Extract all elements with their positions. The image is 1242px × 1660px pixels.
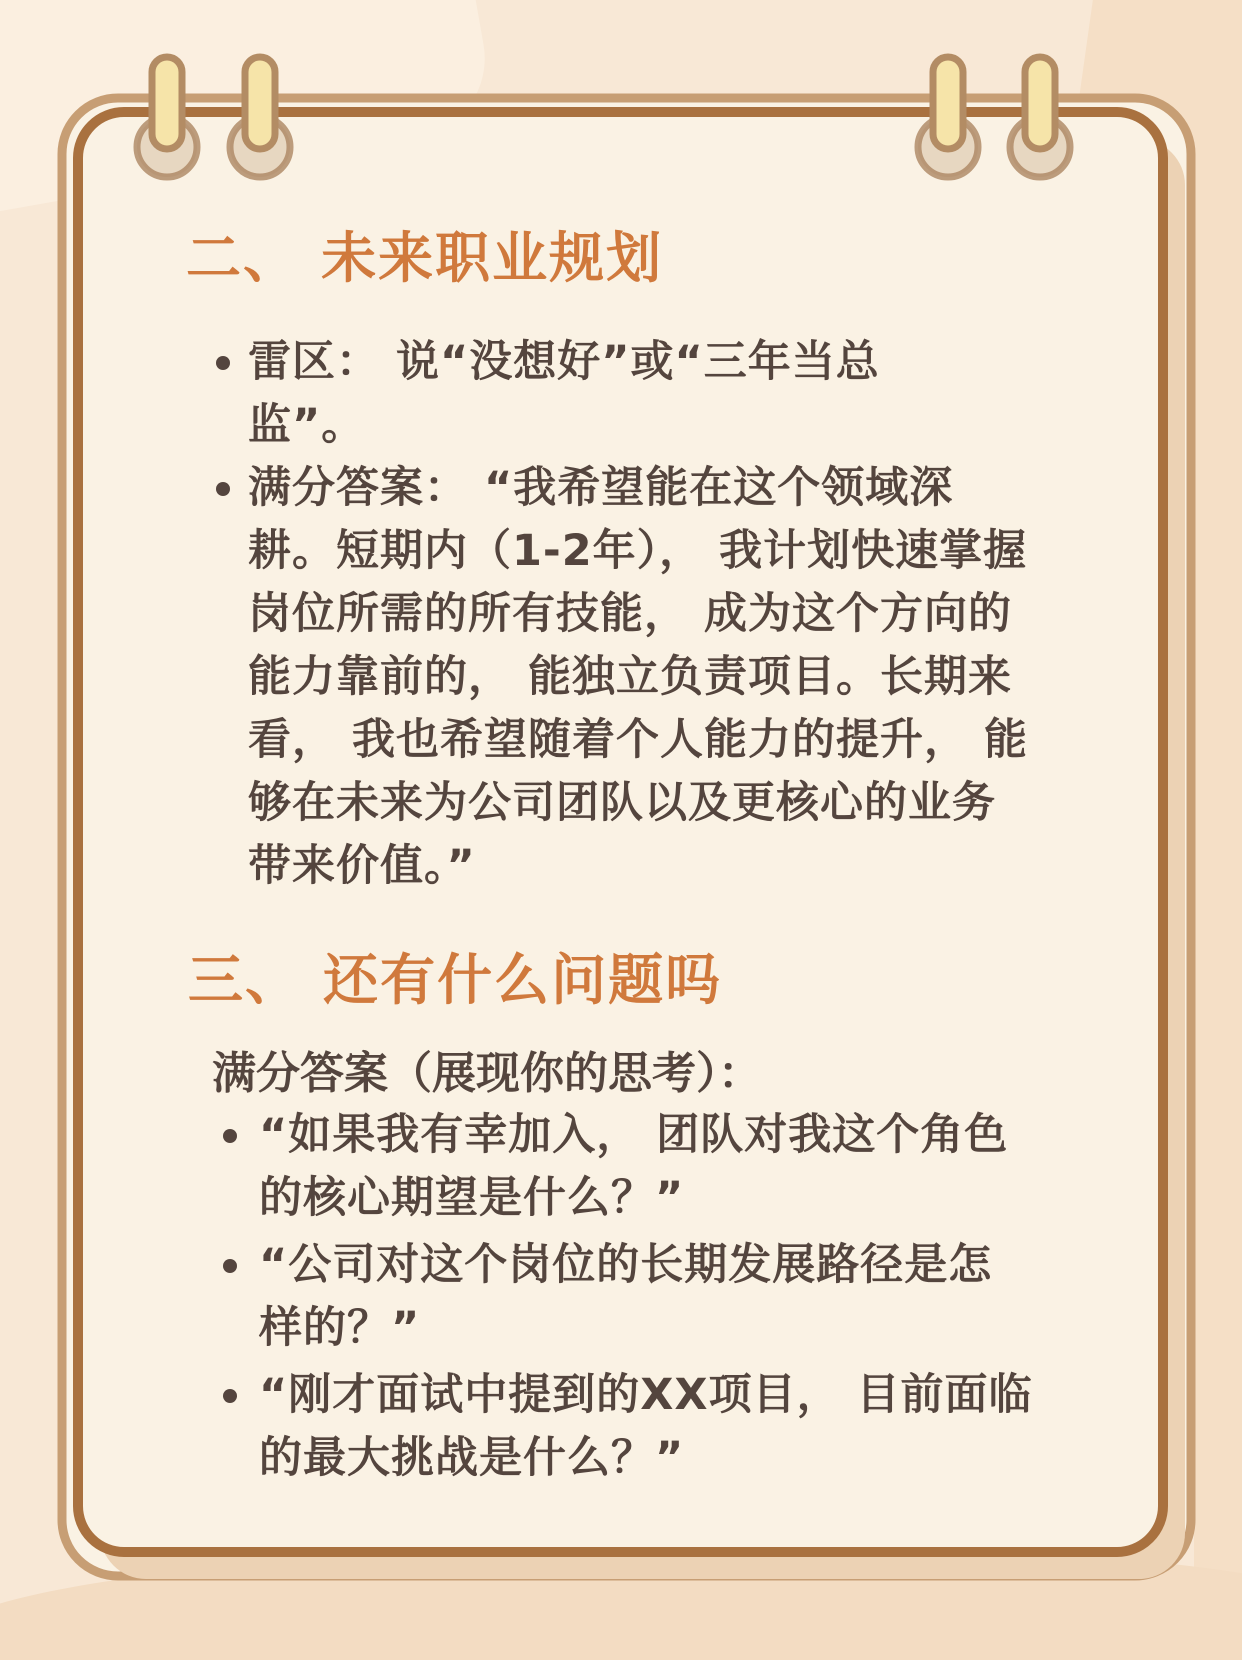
- section-3-intro: 满分答案（展现你的思考）：: [212, 1048, 762, 1099]
- bullet-text-line: 带来价值。”: [248, 841, 476, 891]
- section-2-bullet-list: [248, 331, 1028, 898]
- bullet-text-line: “公司对这个岗位的长期发展路径是怎: [259, 1240, 993, 1290]
- list-item: [248, 457, 1028, 898]
- bullet-dot-icon: [223, 1259, 237, 1273]
- bullet-text-line: 够在未来为公司团队以及更核心的业务: [248, 778, 996, 828]
- bullet-dot-icon: [216, 356, 230, 370]
- bullet-text-line: 样的？”: [259, 1303, 421, 1353]
- bullet-text-line: 的核心期望是什么？”: [259, 1173, 685, 1223]
- list-item: [259, 1234, 1033, 1360]
- bullet-text-line: 的最大挑战是什么？”: [259, 1433, 685, 1483]
- list-item: [248, 331, 1028, 457]
- bullet-text-line: 监”。: [248, 400, 366, 450]
- section-3-heading: 三、 还有什么问题吗: [188, 948, 723, 1012]
- section-2-heading: 二、 未来职业规划: [186, 226, 664, 290]
- bullet-text-line: 耕。短期内（1-2年）， 我计划快速掌握: [248, 526, 1028, 576]
- bullet-text-line: 岗位所需的所有技能， 成为这个方向的: [248, 589, 1012, 639]
- section-3-bullet-list: [259, 1104, 1033, 1494]
- bullet-dot-icon: [216, 482, 230, 496]
- bullet-text-line: 看， 我也希望随着个人能力的提升， 能: [248, 715, 1028, 765]
- list-item: [259, 1104, 1033, 1230]
- bullet-text-line: 雷区： 说“没想好”或“三年当总: [248, 337, 880, 387]
- bullet-dot-icon: [223, 1129, 237, 1143]
- bullet-text-line: “刚才面试中提到的XX项目， 目前面临: [259, 1370, 1033, 1420]
- bullet-text-line: “如果我有幸加入， 团队对我这个角色: [259, 1110, 1009, 1160]
- bullet-text-line: 能力靠前的， 能独立负责项目。长期来: [248, 652, 1012, 702]
- bullet-text-line: 满分答案： “我希望能在这个领域深: [248, 463, 954, 513]
- bullet-dot-icon: [223, 1389, 237, 1403]
- list-item: [259, 1364, 1033, 1490]
